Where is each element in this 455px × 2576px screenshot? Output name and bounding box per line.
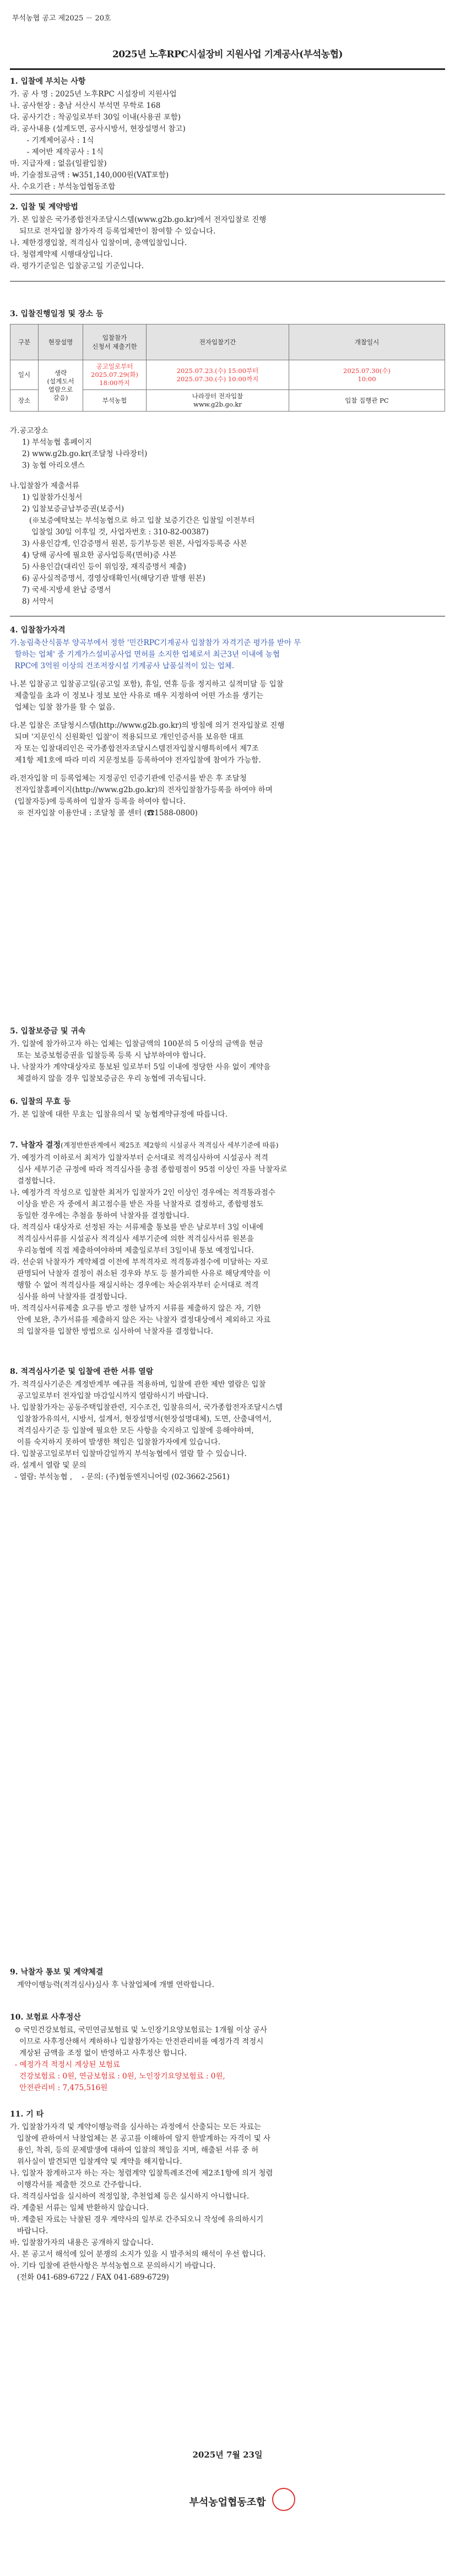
cell-site-briefing: 생략 (설계도서 열람으로 갈음) xyxy=(39,360,83,412)
list-item: 사. 수요기관 : 부석농업협동조합 xyxy=(10,182,116,191)
list-item: 되므로 전자입찰 참가자격 등록업체만이 참여할 수 있습니다. xyxy=(10,227,216,236)
list-item: 입찰참가유의서, 시방서, 설계서, 현장설명서(현장설명대체), 도면, 산출내역서, xyxy=(10,1415,272,1424)
list-item: 다. 입찰공고일로부터 입찰마감일까지 부석농협에서 열람 할 수 있습니다. xyxy=(10,1449,247,1458)
section-7-heading xyxy=(10,1139,445,1151)
cell-opening-place: 입찰 집행관 PC xyxy=(289,390,445,412)
table-row xyxy=(10,360,445,390)
section-3-heading: 3. 입찰진행일정 및 장소 등 xyxy=(10,310,104,318)
notice-date: 2025년 7월 23일 xyxy=(192,2450,263,2460)
col-header: 입찰참가 신청서 제출기한 xyxy=(83,324,147,360)
section-4-heading: 4. 입찰참가자격 xyxy=(10,626,66,635)
list-item: 가. 공 사 명 : 2025년 노후RPC 시설장비 지원사업 xyxy=(10,90,177,99)
list-item: 다. 적격심사업을 실시하여 적정입찰, 추천업체 등은 실시하지 아니합니다. xyxy=(10,2192,250,2201)
section-9-heading: 9. 낙찰자 통보 및 계약체결 xyxy=(10,1968,104,1977)
list-item: 나. 제한경쟁입찰, 적격심사 입찰이며, 총액입찰입니다. xyxy=(10,239,187,247)
list-item: 이상을 받은 자 중에서 최고점수를 받은 자를 낙찰자로 결정하고, 종합평점도 xyxy=(10,1200,264,1209)
list-item: 라. 계출된 서류는 일체 반환하지 않습니다. xyxy=(10,2204,149,2212)
list-item: 심사 세부기준 규정에 따라 적격심사를 총점 종합평점이 95점 이상인 자를 낙찰자로 xyxy=(10,1165,288,1174)
section-8-heading: 8. 적격심사기준 및 입찰에 관한 서류 열람 xyxy=(10,1367,154,1376)
list-item: 마. 적격심사서류제출 요구를 받고 정한 날까지 서류를 제출하지 않은 자, 기한 xyxy=(10,1304,261,1313)
list-item: 가. 본 입찰에 대한 무효는 입찰유의서 및 농협계약규정에 따릅니다. xyxy=(10,1110,228,1119)
list-item: 용인, 착취, 등의 문제발생에 대하여 입찰의 책임을 지며, 해출된 서류 중 허 xyxy=(10,2146,259,2155)
col-header: 현장설명 xyxy=(39,324,83,360)
list-item: 심사를 하여 낙찰자를 결정합니다. xyxy=(10,1292,127,1301)
list-item: 건강보험료 : 0원, 연금보험료 : 0원, 노인장기요양보험료 : 0원, xyxy=(10,2072,225,2081)
title-divider xyxy=(10,68,445,70)
col-header: 개찰일시 xyxy=(289,324,445,360)
list-item: 안전관리비 : 7,475,516원 xyxy=(10,2083,108,2092)
list-item: 사. 본 공고서 해석에 있어 분쟁의 소지가 있을 시 발주처의 해석이 우선 합니다. xyxy=(10,2250,266,2259)
list-item: 다. 적격심사 대상자로 선정된 자는 서류제출 통보를 받은 날로부터 3일 이내에 xyxy=(10,1223,264,1232)
list-item: 가. 적격심사기준은 계정반계부 예규를 적용하며, 입찰에 관한 제반 열람은 입찰 xyxy=(10,1380,266,1389)
list-item: 바랍니다. xyxy=(10,2227,48,2236)
list-item: ※ 전자입찰 이용안내 : 조달청 콜 센터 (☎1588-0800) xyxy=(10,809,198,818)
list-item: 체결하지 않을 경우 입찰보증금은 우리 농협에 귀속됩니다. xyxy=(10,1074,206,1083)
list-item: 이행각서를 제출한 것으로 간주합니다. xyxy=(10,2180,142,2189)
list-item: 나. 예정가격 작성으로 입찰한 최저가 입찰자가 2인 이상인 경우에는 적격통과점수 xyxy=(10,1188,275,1197)
list-item: 가. 본 입찰은 국가종합전자조달시스템(www.g2b.go.kr)에서 전자입찰로 진행 xyxy=(10,215,267,224)
list-item: 4) 당해 공사에 필요한 공사업등록(면허)증 사본 xyxy=(22,551,177,560)
list-item: 나. 공사현장 : 충남 서산시 부석면 무학로 168 xyxy=(10,101,161,110)
cell-bid-period: 2025.07.23.(수) 15:00부터 2025.07.30.(수) 10:00까지 xyxy=(147,360,289,390)
section-1-heading: 1. 입찰에 부치는 사항 xyxy=(10,77,86,86)
subheading: 나.입찰참가 제출서류 xyxy=(10,481,79,490)
list-item: 아. 기타 입찰에 관한사항은 부석농협으로 문의하시기 바랍니다. xyxy=(10,2261,216,2270)
list-item: 2) www.g2b.go.kr(조달청 나라장터) xyxy=(22,450,148,458)
list-item: 의 입찰자를 입찰한 방법으로 심사하여 낙찰자를 결정합니다. xyxy=(10,1327,213,1336)
list-item: 6) 공사실적증명서, 경영상태확인서(해당기관 발행 원본) xyxy=(22,574,205,583)
section-divider xyxy=(10,281,445,282)
list-item: 가. 입찰에 참가하고자 하는 업체는 입찰금액의 100분의 5 이상의 금액을 현금 xyxy=(10,1040,263,1048)
section-2 xyxy=(10,202,445,272)
list-item: 라. 공사내용 (설계도면, 공사시방서, 현장설명서 참고) xyxy=(10,125,186,133)
cell-deadline-place: 부석농협 xyxy=(83,390,147,412)
list-item: 8) 서약서 xyxy=(22,597,54,606)
list-item: 마. 지급자재 : 없음(일괄입찰) xyxy=(10,159,107,168)
list-item: 7) 국세·지방세 완납 증명서 xyxy=(22,586,111,594)
section-3 xyxy=(10,309,445,321)
list-item: 되며 '지문인식 신원확인 입찰'이 적용되므로 개인인증서를 보유한 대표 xyxy=(10,733,244,742)
list-item: (※보증예탁보는 부석농협으로 하고 입찰 보증기간은 입찰일 이전부터 xyxy=(22,516,255,525)
submission-docs xyxy=(10,480,445,608)
list-item: 입찰일 30일 이후일 것, 사업자번호 : 310-82-00387) xyxy=(22,528,209,537)
list-item: (입찰자등)에 등록하여 입찰자 등록을 하여야 합니다. xyxy=(10,797,186,806)
cell-bid-place: 나라장터 전자입찰 www.g2b.go.kr xyxy=(147,390,289,412)
section-7 xyxy=(10,1139,445,1338)
cell-opening: 2025.07.30(수) 10:00 xyxy=(289,360,445,390)
section-11-heading: 11. 기 타 xyxy=(10,2110,44,2119)
list-item: 나. 입찰참가자는 공동주택입찰관련, 지수조건, 입찰유의서, 국가종합전자조달시스템 xyxy=(10,1403,283,1412)
list-item: 다. 공사기간 : 착공일로부터 30일 이내(사용권 포함) xyxy=(10,113,181,122)
col-header: 구분 xyxy=(10,324,39,360)
page-title: 2025년 노후RPC시설장비 지원사업 기계공사(부석농협) xyxy=(112,49,343,60)
section-9 xyxy=(10,1967,445,1991)
list-item: 입찰에 관하여서 낙찰업체는 본 공고를 이해하여 알지 한발계하는 자격이 및 사 xyxy=(10,2134,271,2143)
list-item: 다.본 입찰은 조달청시스템(http://www.g2b.go.kr)의 방침에 의거 전자입찰로 진행 xyxy=(10,721,285,730)
section-7-title: 7. 낙찰자 결정 xyxy=(10,1141,61,1150)
list-item: 제출일을 초과 이 정보나 정보 보안 사유로 매우 지정하여 어떤 가소를 생기는 xyxy=(10,691,264,700)
list-item: 나. 낙찰자가 계약대상자로 통보된 일로부터 5일 이내에 정당한 사유 없이 계약을 xyxy=(10,1063,271,1071)
list-item: 행할 수 없어 적격심사를 재실시하는 경우에는 차순위자부터 순서대로 적격 xyxy=(10,1281,259,1290)
list-item: - 열람: 부석농협 , - 문의: (주)협동엔지니어링 (02-3662-2561) xyxy=(10,1473,230,1481)
cell-deadline: 공고일로부터 2025.07.29(화) 18:00까지 xyxy=(83,360,147,390)
list-item: 바. 입찰참가자의 내용은 공개하지 않습니다. xyxy=(10,2238,154,2247)
list-item: 제1항 제1호에 따라 미리 지문정보를 등록하여야 전자입찰에 참여가 가능함. xyxy=(10,756,261,765)
list-item: 안에 보완, 추가서류를 제출하지 않은 자는 낙찰자 결정대상에서 제외하고 자료 xyxy=(10,1316,271,1324)
list-item: - 예정가격 적정시 계상된 보험료 xyxy=(10,2060,120,2069)
list-item: (전화 041-689-6722 / FAX 041-689-6729) xyxy=(10,2273,169,2282)
section-8 xyxy=(10,1366,445,1483)
list-item: 마. 계출된 자료는 낙찰된 경우 계약사의 일부로 간주되오니 작성에 유의하시기 xyxy=(10,2215,264,2224)
list-item: 나. 입찰자 참계하고자 하는 자는 청렴계약 입찰특례조건에 제2조1항에 의거 청렴 xyxy=(10,2169,273,2178)
subheading: 가.공고장소 xyxy=(10,426,48,435)
list-item: 3) 사용인감계, 인감증명서 원본, 등기부등본 원본, 사업자등록증 사본 xyxy=(22,539,247,548)
list-item: 동일한 경우에는 추첨을 통하여 낙찰자를 결정합니다. xyxy=(10,1211,189,1220)
official-seal-icon xyxy=(272,2488,295,2511)
list-item: 가. 입찰참가자격 및 계약이행능력을 심사하는 과정에서 산출되는 모든 자료는 xyxy=(10,2123,261,2131)
section-5 xyxy=(10,1026,445,1085)
notice-places xyxy=(10,425,445,472)
section-10 xyxy=(10,2012,445,2094)
section-10-heading: 10. 보험료 사후정산 xyxy=(10,2013,81,2022)
list-item: 라. 설계서 열람 및 문의 xyxy=(10,1461,86,1470)
doc-number: 부석농협 공고 제2025 － 20호 xyxy=(12,14,111,23)
list-item: 5) 사용인감(대리인 등이 위임장, 재직증명서 제출) xyxy=(22,562,186,571)
list-item: 라.전자입찰 미 등록업체는 지정공인 인증기관에 인증서를 받은 후 조달청 xyxy=(10,774,247,783)
list-item: 계약이행능력(적격심사)심사 후 낙찰업체에 개별 연락합니다. xyxy=(10,1980,214,1989)
eligibility-text: RPC에 3억원 이상의 건조저장시설 기계공사 납품실적이 있는 업체. xyxy=(10,662,235,670)
section-6 xyxy=(10,1096,445,1121)
list-item: 업체는 입찰 참가를 할 수 없음. xyxy=(10,703,115,712)
section-2-heading: 2. 입찰 및 계약방법 xyxy=(10,203,78,212)
list-item: 이므로 사후정산해서 계하하나 입찰참가자는 안전관리비를 예정가격 적정시 xyxy=(10,2037,264,2046)
list-item: 또는 보증보험증권을 입찰등록 등록 시 납부하여야 합니다. xyxy=(10,1051,206,1060)
list-item: - 제어반 제작공사 : 1식 xyxy=(22,148,104,156)
list-item: 다. 청렴계약제 시행대상입니다. xyxy=(10,250,113,259)
organization-name: 부석농업협동조합 xyxy=(189,2497,266,2508)
eligibility-text: 할하는 업체' 중 기계가스설비공사업 면허를 소지한 업체로서 최근3년 이내에 농협 xyxy=(10,650,280,659)
list-item: 전자입찰홈페이지(http://www.g2b.go.kr)의 전자입찰참가등록을 하여야 하며 xyxy=(10,786,273,794)
list-item: 1) 부석농협 홈페이지 xyxy=(22,438,92,447)
list-item: 우리농협에 직접 제출하여야하며 제출일로부터 3일이내 통보 예정입니다. xyxy=(10,1246,254,1255)
list-item: 결정합니다. xyxy=(10,1177,56,1186)
row-label: 일시 xyxy=(10,360,39,390)
section-5-heading: 5. 입찰보증금 및 귀속 xyxy=(10,1027,86,1036)
list-item: 적격심사기준 등 입찰에 필요한 모든 사항을 숙지하고 입찰에 응해야하며, xyxy=(10,1426,254,1435)
row-label: 장소 xyxy=(10,390,39,412)
list-item: 나.본 입찰공고 입찰공고일(공고일 포함), 휴일, 연휴 등을 정지하고 실적미달 등 입찰 xyxy=(10,680,284,689)
section-11 xyxy=(10,2109,445,2283)
list-item: - 기계제어공사 : 1식 xyxy=(22,136,94,145)
section-4 xyxy=(10,625,445,819)
eligibility-text: 가.농림축산식품부 양곡부에서 정한 '민간RPC기계공사 입찰참가 자격기준 평가를 받아 무 xyxy=(10,638,301,647)
list-item: 라. 평가기준일은 입찰공고일 기준입니다. xyxy=(10,262,144,270)
list-item: 라. 선순위 낙찰자가 계약체결 이전에 부적격자로 적격통과점수에 미달하는 자로 xyxy=(10,1258,268,1267)
list-item: 자 또는 입찰대리인은 국가종합전자조달시스템전자입찰시행특히에서 제7조 xyxy=(10,744,259,753)
list-item: 위사실이 발견되면 입찰계약 및 계약을 해지합니다. xyxy=(10,2157,182,2166)
list-item: 2) 입찰보증금납부증권(보증서) xyxy=(22,505,124,513)
list-item: 3) 농협 아리오센스 xyxy=(22,461,85,470)
list-item: ⊙ 국민건강보험료, 국민연금보험료 및 노인장기요양보험료는 1개월 이상 공사 xyxy=(10,2026,268,2034)
table-header-row xyxy=(10,324,445,360)
section-7-note: (계정반한관계에서 제25조 제2항의 시설공사 적격심사 세부기준에 따름) xyxy=(60,1141,279,1149)
list-item: 적격심사서류를 시설공사 적격심사 세부기준에 의한 적격심사서류 원본을 xyxy=(10,1235,254,1243)
list-item: 바. 기술점토금액 : ₩351,140,000원(VAT포함) xyxy=(10,171,169,180)
list-item: 공고일로부터 전자입찰 마감일시까지 열람하시기 바랍니다. xyxy=(10,1392,209,1400)
list-item: 1) 입찰참가신청서 xyxy=(22,493,83,502)
section-6-heading: 6. 입찰의 무효 등 xyxy=(10,1097,71,1106)
list-item: 이를 숙지하지 못하여 발생한 책임은 입찰참가자에게 있습니다. xyxy=(10,1438,220,1447)
col-header: 전자입찰기간 xyxy=(147,324,289,360)
section-1 xyxy=(10,76,445,193)
list-item: 가. 예정가격 이하로서 최저가 입찰자부터 순서대로 적격심사하여 시설공사 적격 xyxy=(10,1154,268,1162)
list-item: 판명되어 낙찰자 결정이 취소된 경우와 부도 등 불가피한 사유로 해당계약을 이 xyxy=(10,1269,271,1278)
list-item: 계상된 금액을 조정 없이 반영하고 사후정산 합니다. xyxy=(10,2049,187,2058)
schedule-table xyxy=(10,324,445,412)
